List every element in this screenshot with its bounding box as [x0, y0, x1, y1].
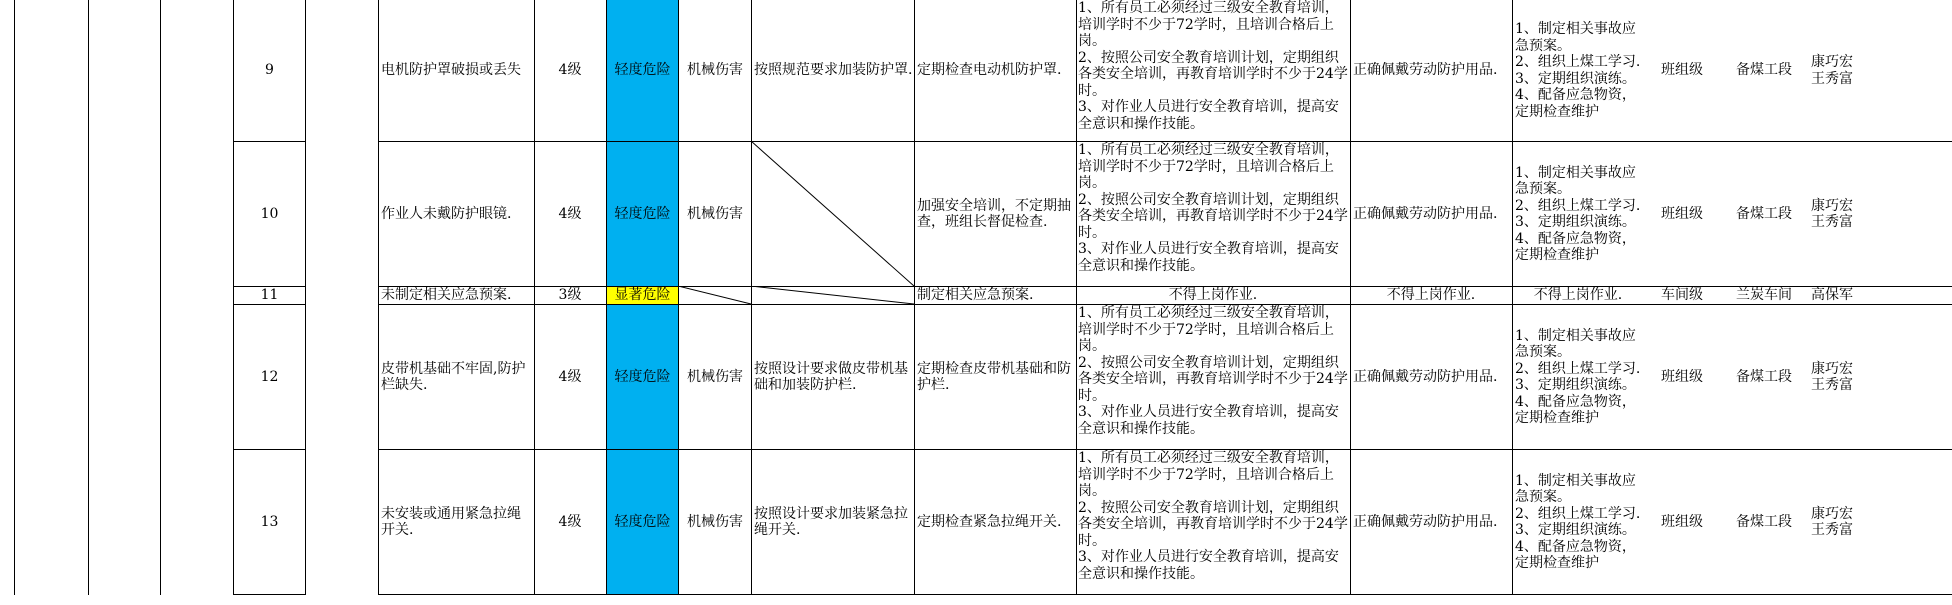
empty-cell-diagonal — [751, 141, 914, 286]
responsible-person: 康巧宏 王秀富 — [1811, 197, 1853, 230]
responsible-unit: 备煤工段 — [1736, 205, 1792, 222]
training-measure: 不得上岗作业. — [1168, 287, 1258, 304]
control-level: 班组级 — [1661, 62, 1703, 79]
row-number: 10 — [260, 205, 279, 222]
responsible-person: 康巧宏 王秀富 — [1811, 505, 1853, 538]
ppe-measure: 正确佩戴劳动防护用品. — [1353, 368, 1498, 385]
accident-type: 机械伤害 — [687, 368, 743, 385]
emergency-measure: 1、制定相关事故应急预案。 2、组织上煤工学习. 3、定期组织演练。 4、配备应急物资，定期检查维护 — [1515, 164, 1641, 263]
risk-level-badge: 显著危险 — [607, 287, 678, 304]
accident-type: 机械伤害 — [687, 205, 743, 222]
grid-line — [160, 0, 161, 595]
row-number: 9 — [265, 62, 274, 79]
accident-type: 机械伤害 — [687, 513, 743, 530]
management-measure: 定期检查电动机防护罩. — [917, 62, 1062, 79]
control-level: 班组级 — [1661, 368, 1703, 385]
management-measure: 定期检查紧急拉绳开关. — [917, 513, 1062, 530]
empty-cell-diagonal — [678, 286, 914, 304]
control-level: 班组级 — [1661, 513, 1703, 530]
risk-level-badge: 轻度危险 — [607, 450, 678, 594]
hazard-description: 未安装或通用紧急拉绳开关. — [381, 505, 521, 538]
risk-grade: 3级 — [558, 287, 582, 304]
row-number: 11 — [260, 287, 279, 304]
hazard-description: 未制定相关应急预案. — [381, 287, 512, 304]
responsible-unit: 备煤工段 — [1736, 368, 1792, 385]
responsible-unit: 兰炭车间 — [1736, 287, 1792, 304]
row-number: 12 — [260, 368, 279, 385]
hazard-description: 皮带机基础不牢固,防护栏缺失. — [381, 360, 526, 393]
responsible-unit: 备煤工段 — [1736, 513, 1792, 530]
emergency-measure: 1、制定相关事故应急预案。 2、组织上煤工学习. 3、定期组织演练。 4、配备应急物资，定期检查维护 — [1515, 327, 1641, 426]
ppe-measure: 不得上岗作业. — [1386, 287, 1476, 304]
grid-line — [233, 594, 306, 595]
grid-line — [378, 594, 1952, 595]
risk-level-badge: 轻度危险 — [607, 0, 678, 141]
emergency-measure: 不得上岗作业. — [1533, 287, 1623, 304]
hazard-description: 电机防护罩破损或丢失 — [381, 62, 521, 79]
engineering-measure: 按照规范要求加装防护罩. — [754, 62, 913, 79]
risk-grade: 4级 — [558, 513, 582, 530]
risk-grade: 4级 — [558, 368, 582, 385]
training-measure: 1、所有员工必须经过三级安全教育培训，培训学时不少于72学时，且培训合格后上岗。 2、按照公司安全教育培训计划，定期组织各类安全培训，再教育培训学时不少于24学时。 3、对作业人员进行安全教育培训，提高安全意识和操作技能。 — [1078, 450, 1348, 582]
accident-type: 机械伤害 — [687, 62, 743, 79]
engineering-measure: 按照设计要求做皮带机基础和加装防护栏. — [754, 360, 908, 393]
ppe-measure: 正确佩戴劳动防护用品. — [1353, 513, 1498, 530]
training-measure: 1、所有员工必须经过三级安全教育培训，培训学时不少于72学时，且培训合格后上岗。 2、按照公司安全教育培训计划，定期组织各类安全培训，再教育培训学时不少于24学时。 3、对作业人员进行安全教育培训，提高安全意识和操作技能。 — [1078, 305, 1348, 437]
responsible-unit: 备煤工段 — [1736, 62, 1792, 79]
risk-level-badge: 轻度危险 — [607, 142, 678, 286]
management-measure: 加强安全培训，不定期抽查，班组长督促检查. — [917, 197, 1071, 230]
responsible-person: 康巧宏 王秀富 — [1811, 54, 1853, 87]
responsible-person: 高保军 — [1811, 287, 1853, 304]
hazard-description: 作业人未戴防护眼镜. — [381, 205, 512, 222]
risk-grade: 4级 — [558, 205, 582, 222]
ppe-measure: 正确佩戴劳动防护用品. — [1353, 62, 1498, 79]
control-level: 班组级 — [1661, 205, 1703, 222]
training-measure: 1、所有员工必须经过三级安全教育培训，培训学时不少于72学时，且培训合格后上岗。 2、按照公司安全教育培训计划，定期组织各类安全培训，再教育培训学时不少于24学时。 3、对作业人员进行安全教育培训，提高安全意识和操作技能。 — [1078, 142, 1348, 274]
risk-grade: 4级 — [558, 62, 582, 79]
grid-line — [88, 0, 89, 595]
training-measure: 1、所有员工必须经过三级安全教育培训，培训学时不少于72学时，且培训合格后上岗。 2、按照公司安全教育培训计划，定期组织各类安全培训，再教育培训学时不少于24学时。 3、对作业人员进行安全教育培训，提高安全意识和操作技能。 — [1078, 0, 1348, 132]
emergency-measure: 1、制定相关事故应急预案。 2、组织上煤工学习. 3、定期组织演练。 4、配备应急物资，定期检查维护 — [1515, 21, 1641, 120]
responsible-person: 康巧宏 王秀富 — [1811, 360, 1853, 393]
management-measure: 制定相关应急预案. — [917, 287, 1034, 304]
ppe-measure: 正确佩戴劳动防护用品. — [1353, 205, 1498, 222]
emergency-measure: 1、制定相关事故应急预案。 2、组织上煤工学习. 3、定期组织演练。 4、配备应急物资，定期检查维护 — [1515, 472, 1641, 571]
control-level: 车间级 — [1661, 287, 1703, 304]
management-measure: 定期检查皮带机基础和防护栏. — [917, 360, 1071, 393]
engineering-measure: 按照设计要求加装紧急拉绳开关. — [754, 505, 908, 538]
row-number: 13 — [260, 513, 279, 530]
risk-level-badge: 轻度危险 — [607, 305, 678, 449]
grid-line — [14, 0, 15, 595]
